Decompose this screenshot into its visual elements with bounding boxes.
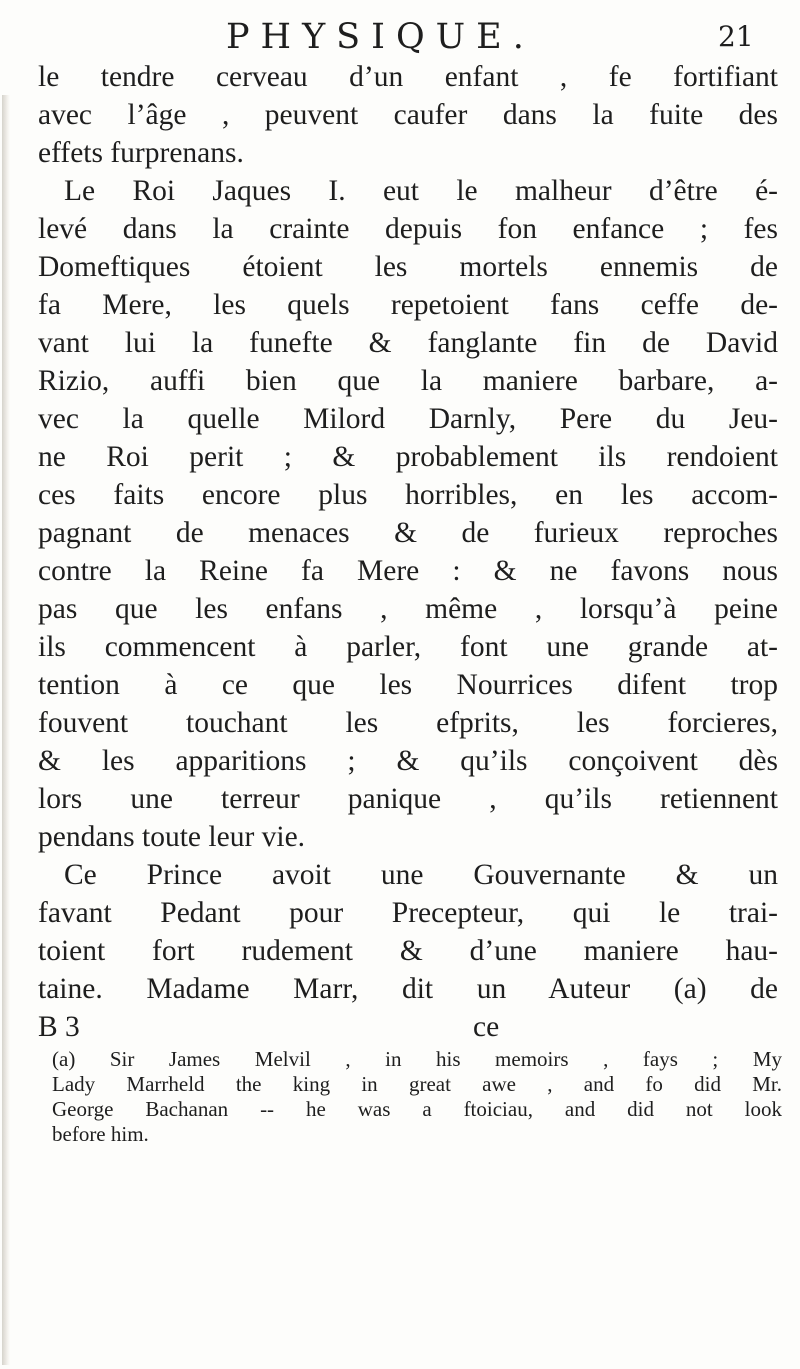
text-line: ces faits encore plus horribles, en les accom- <box>38 479 778 511</box>
text-line: pas que les enfans , même , lorsqu’à peine <box>38 593 778 625</box>
text-line: favant Pedant pour Precepteur, qui le trai- <box>38 897 778 929</box>
text-line: pagnant de menaces & de furieux reproches <box>38 517 778 549</box>
footnote <box>52 1047 782 1147</box>
text-line: le tendre cerveau d’un enfant , fe fortifiant <box>38 61 778 93</box>
running-head <box>0 14 800 60</box>
text-line: lors une terreur panique , qu’ils retiennent <box>38 783 778 815</box>
text-line: effets furprenans. <box>38 137 244 169</box>
text-line: vant lui la funefte & fanglante fin de David <box>38 327 778 359</box>
text-line: tention à ce que les Nourrices difent trop <box>38 669 778 701</box>
footnote-line: before him. <box>52 1122 149 1146</box>
catchword: ce <box>473 1011 500 1043</box>
text-line: Ce Prince avoit une Gouvernante & un <box>64 859 778 891</box>
text-line: & les apparitions ; & qu’ils conçoivent dès <box>38 745 778 777</box>
text-line: avec l’âge , peuvent caufer dans la fuite des <box>38 99 778 131</box>
text-line: fouvent touchant les efprits, les forcieres, <box>38 707 778 739</box>
body-text <box>38 58 778 1046</box>
text-line: pendans toute leur vie. <box>38 821 306 853</box>
text-line: contre la Reine fa Mere : & ne favons nous <box>38 555 778 587</box>
footnote-line: George Bachanan -- he was a ftoiciau, and did not look <box>52 1097 782 1121</box>
page-gutter-shadow <box>2 95 10 1365</box>
text-line: Domeftiques étoient les mortels ennemis de <box>38 251 778 283</box>
footnote-line: (a) Sir James Melvil , in his memoirs , fays ; My <box>52 1047 782 1071</box>
text-line: Le Roi Jaques I. eut le malheur d’être é- <box>64 175 778 207</box>
signature-line <box>38 1008 778 1046</box>
page-number: 21 <box>718 20 754 53</box>
text-line: levé dans la crainte depuis fon enfance ; fes <box>38 213 778 245</box>
text-line: ils commencent à parler, font une grande at- <box>38 631 778 663</box>
text-line: Rizio, auffi bien que la maniere barbare, a- <box>38 365 778 397</box>
text-line: fa Mere, les quels repetoient fans ceffe de- <box>38 289 778 321</box>
signature-mark: B 3 <box>38 1011 80 1043</box>
footnote-line: Lady Marrheld the king in great awe , and fo did Mr. <box>52 1072 782 1096</box>
text-line: toient fort rudement & d’une maniere hau- <box>38 935 778 967</box>
text-line: vec la quelle Milord Darnly, Pere du Jeu- <box>38 403 778 435</box>
running-title: PHYSIQUE. <box>226 17 535 57</box>
text-line: taine. Madame Marr, dit un Auteur (a) de <box>38 973 778 1005</box>
text-line: ne Roi perit ; & probablement ils rendoient <box>38 441 778 473</box>
